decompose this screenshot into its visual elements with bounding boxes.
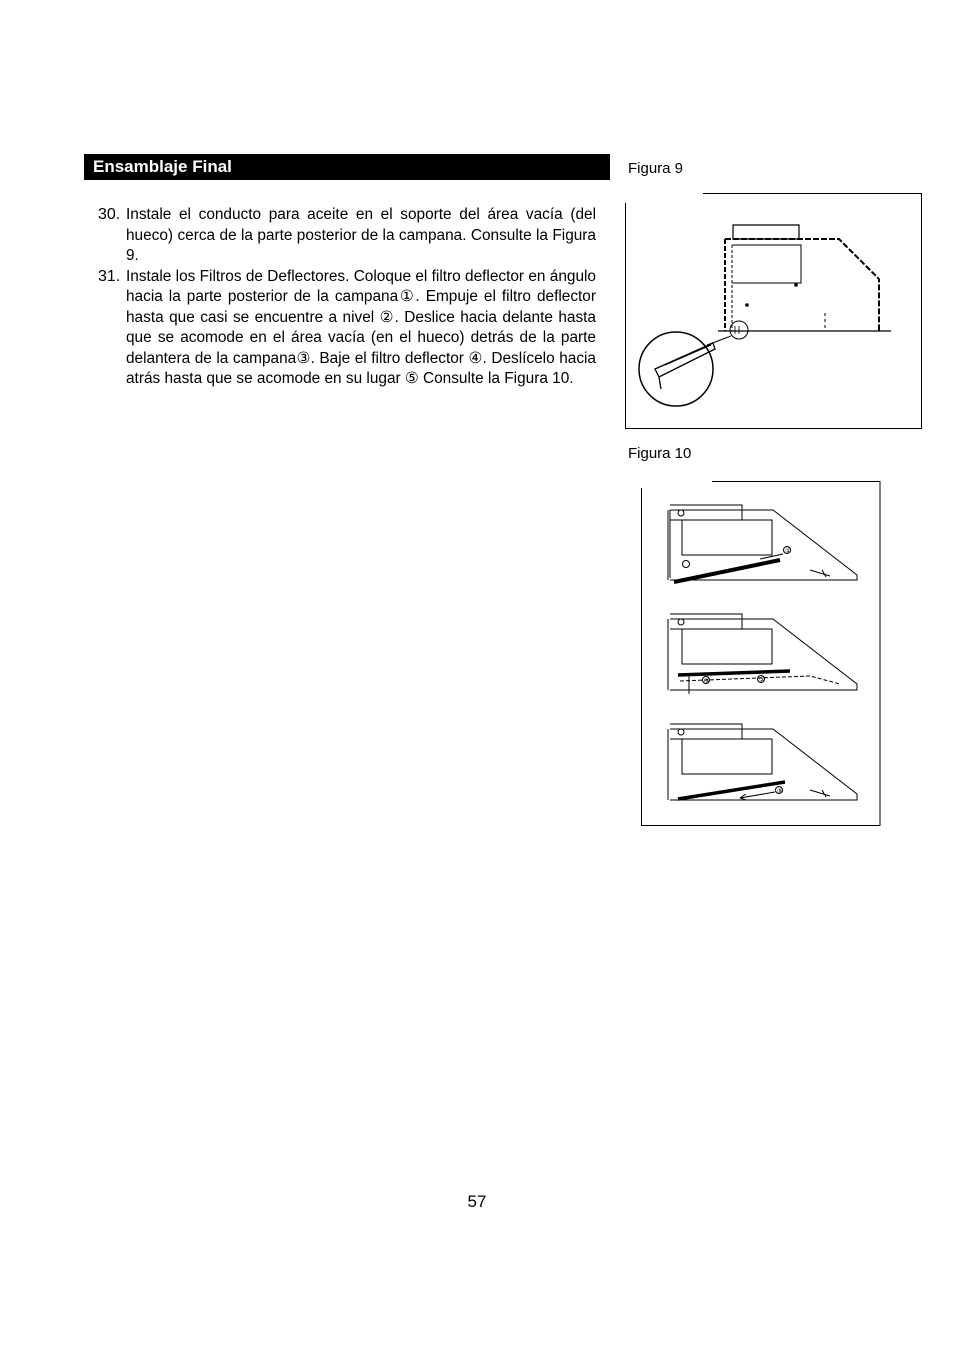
step-text: Instale el conducto para aceite en el soporte del área vacía (del hueco) cerca de la parte posterior de la campana. Consulte la Figura 9. [126, 206, 596, 264]
instruction-step [96, 267, 596, 390]
step-number: 30. [98, 206, 121, 223]
figure-9-diagram [625, 193, 922, 429]
figure-10-diagram [640, 480, 881, 827]
figure-10-label: ③ [704, 677, 711, 685]
step-number: 31. [98, 267, 121, 285]
section-header: Ensamblaje Final [84, 154, 610, 180]
instruction-list [96, 205, 596, 390]
instruction-step [96, 205, 596, 267]
step-text: Instale los Filtros de Deflectores. Coloque el filtro deflector en ángulo hacia la parte posterior de la campana①. Empuje el filtro deflector hasta que casi se encuentre a nivel ②. Deslice hacia delante hasta que se acomode en el área vacía (en el hueco) detrás de la parte delantera de la campana③. Baje el filtro deflector ④. Deslícelo hacia atrás hasta que se acomode en su lugar ⑤ Consulte la Figura 10. [126, 267, 596, 387]
figure-10-step-3 [668, 724, 857, 800]
figure-9-caption: Figura 9 [628, 160, 684, 177]
figure-10-label: ⑤ [777, 787, 784, 795]
page-number: 57 [467, 1192, 487, 1211]
figure-10-label: ② [759, 676, 766, 684]
figure-10-label: ① [785, 547, 792, 555]
figure-10-caption: Figura 10 [628, 445, 692, 462]
figure-10-step-1 [668, 505, 857, 582]
